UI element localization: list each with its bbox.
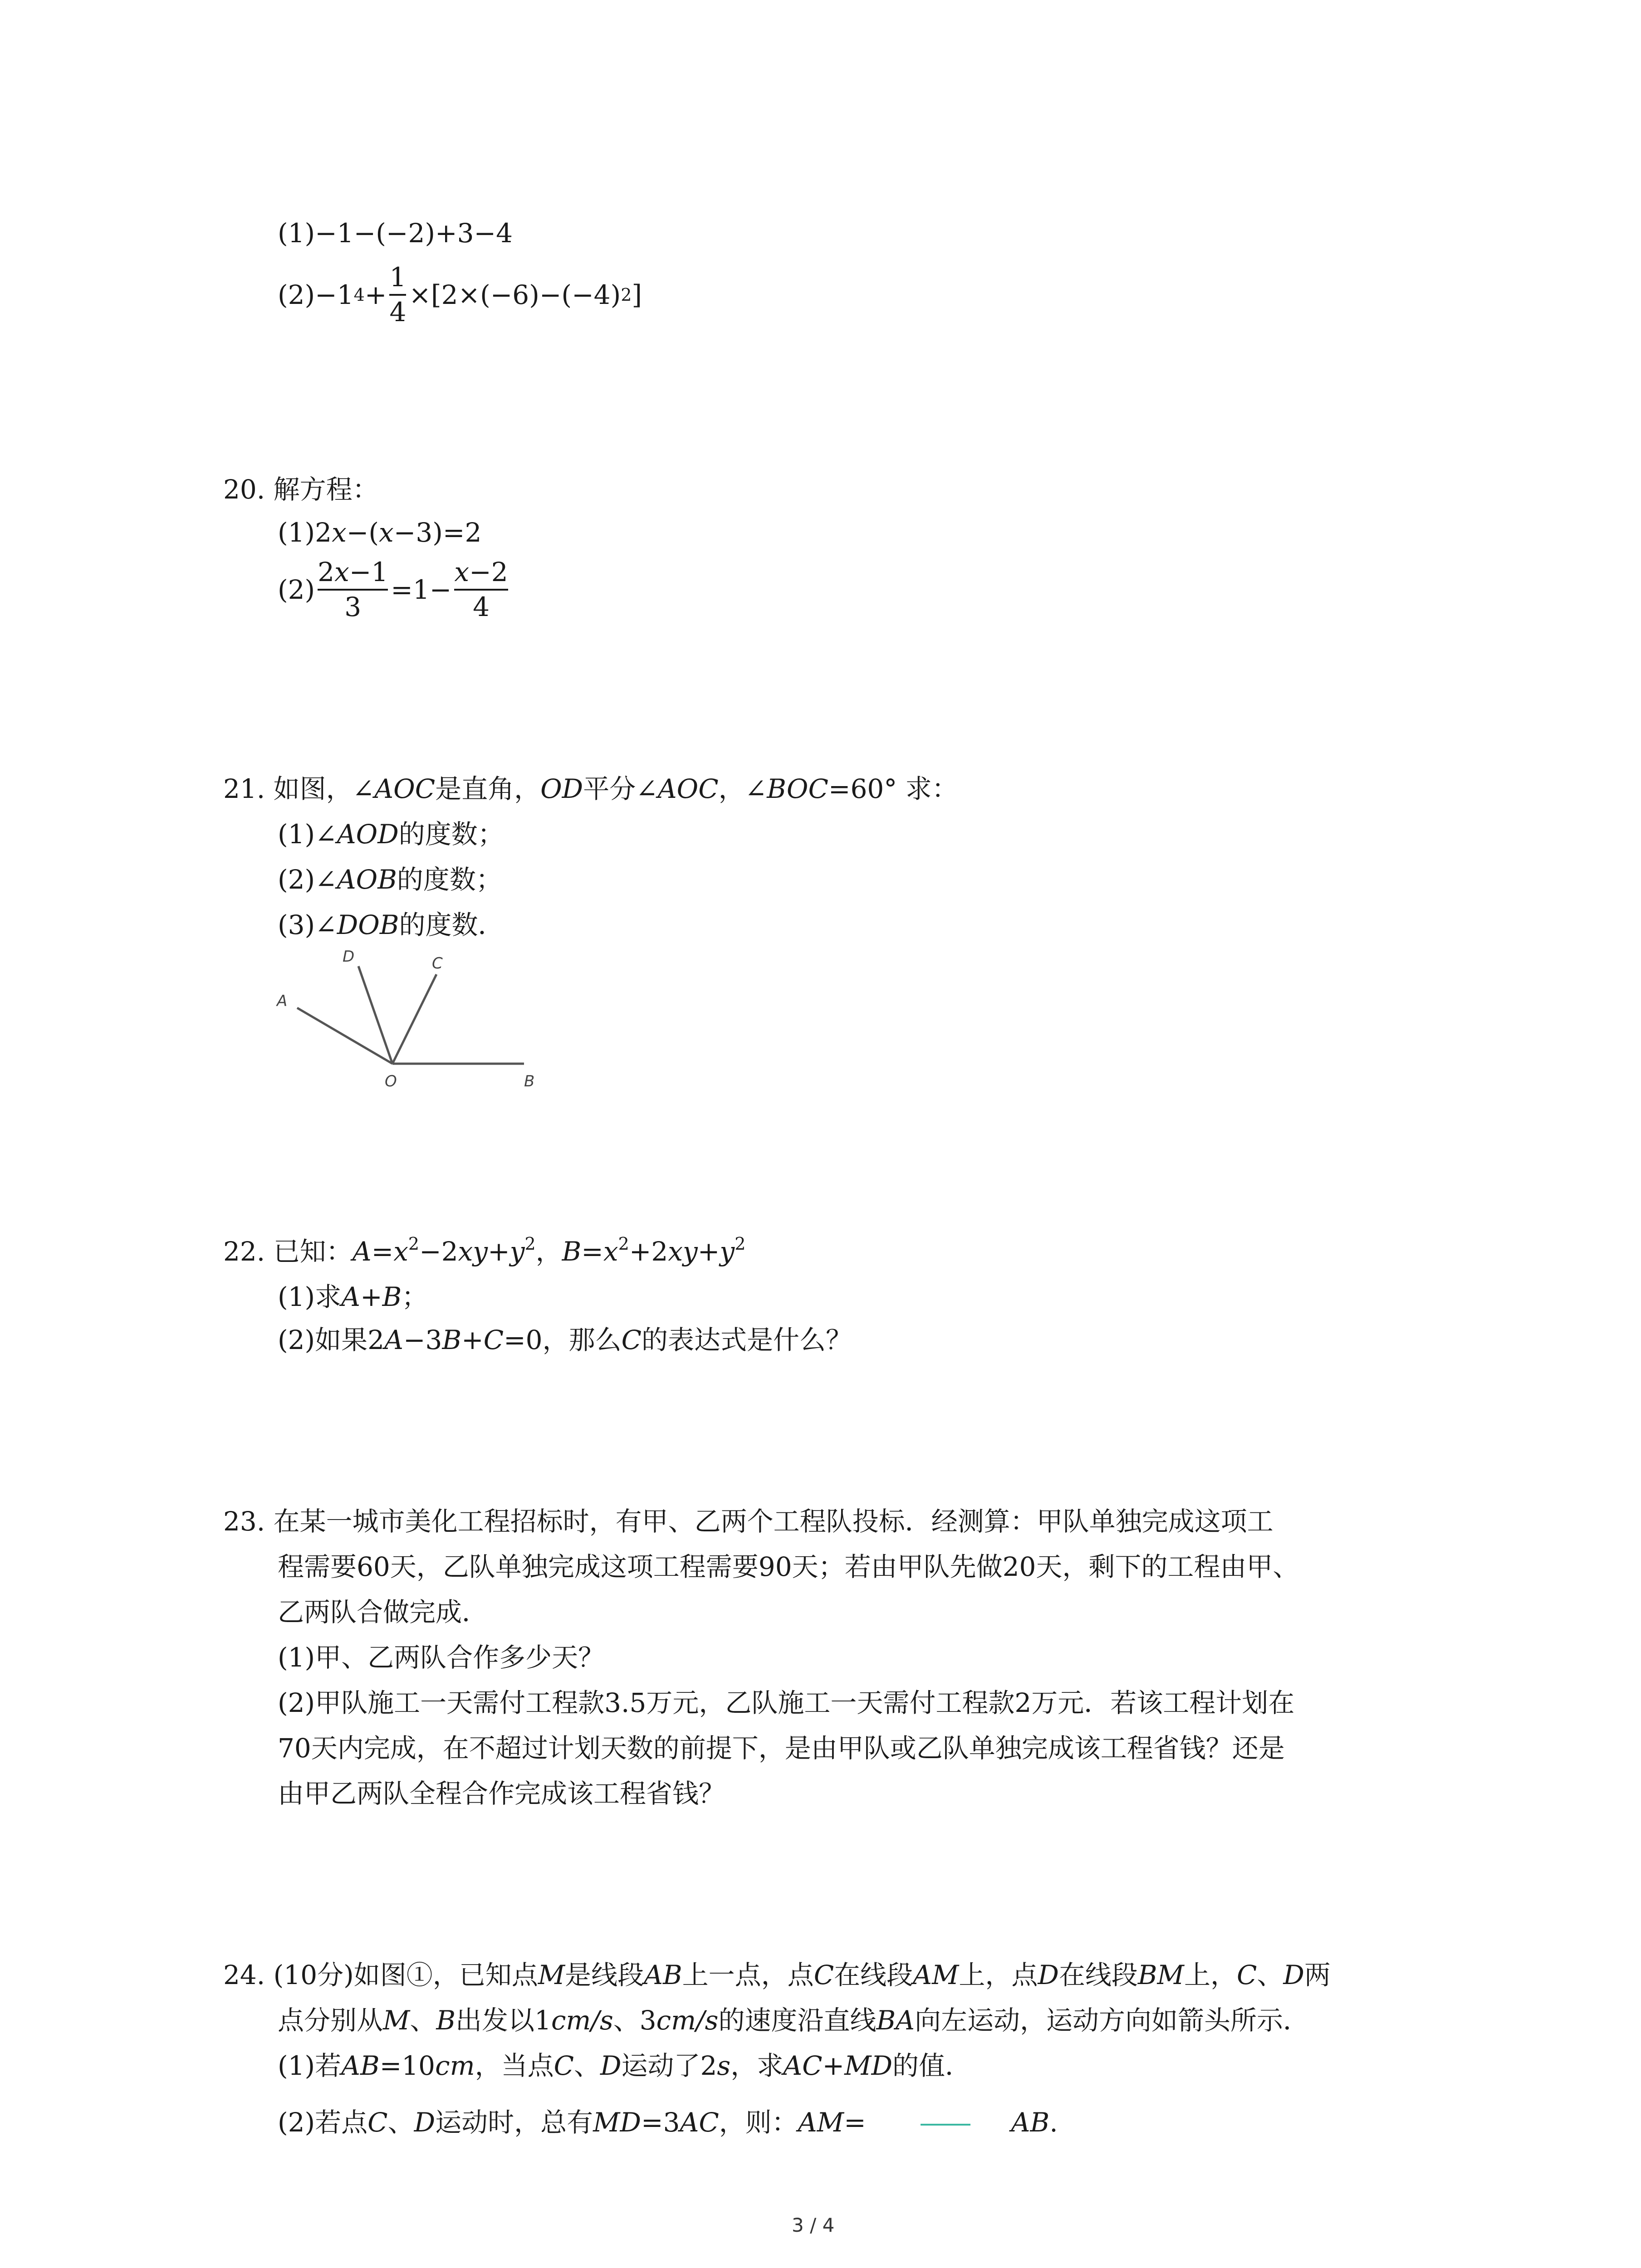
q24-l2-b: 、 bbox=[410, 2005, 436, 2036]
q22-p2-A: A bbox=[384, 1325, 403, 1355]
q22-xy2: xy bbox=[668, 1236, 698, 1267]
q20-f2-den: 4 bbox=[473, 591, 490, 622]
q21-p3-a: (3)∠ bbox=[278, 909, 337, 940]
q23-line-5 bbox=[278, 1687, 1295, 1718]
q22-p2-b: −3 bbox=[403, 1325, 442, 1355]
q23-l1: 23. 在某一城市美化工程招标时，有甲、乙两个工程队投标．经测算：甲队单独完成这项工 bbox=[223, 1506, 1274, 1537]
q24-l2-u2: cm/s bbox=[656, 2005, 719, 2036]
fraction-bar bbox=[318, 589, 388, 591]
q24-line-3 bbox=[278, 2050, 971, 2081]
label-d: D bbox=[343, 948, 355, 966]
q24-l3-D: D bbox=[600, 2050, 622, 2081]
q23-line-1 bbox=[223, 1508, 1274, 1535]
q24-l1-BM: BM bbox=[1137, 1960, 1184, 1990]
q24-l4-a: (2)若点 bbox=[278, 2107, 368, 2138]
q21-t-aoc: AOC bbox=[374, 773, 436, 804]
q22-x2: x bbox=[603, 1236, 618, 1267]
q24-l3-a: (1)若 bbox=[278, 2050, 342, 2081]
q21-p2-v: AOB bbox=[337, 864, 397, 895]
q23-l7: 由甲乙两队全程合作完成该工程省钱？ bbox=[278, 1778, 725, 1809]
q24-l3-cm: cm bbox=[435, 2050, 475, 2081]
q21-t-od: OD bbox=[540, 773, 583, 804]
q24-l3-g: + bbox=[822, 2050, 845, 2081]
q23-l6: 70天内完成，在不超过计划天数的前提下，是由甲队或乙队单独完成该工程省钱？还是 bbox=[278, 1733, 1285, 1764]
q24-l2-B: B bbox=[436, 2005, 456, 2036]
q22-m2: +2 bbox=[629, 1236, 668, 1267]
q19-p2-mid: ×[2×(−6)−(−4) bbox=[409, 279, 621, 310]
q24-l4-AB: AB bbox=[1011, 2107, 1050, 2138]
q19-p2-prefix: (2)−1 bbox=[278, 279, 354, 310]
q20-f1-num bbox=[318, 558, 388, 586]
q22-m1: −2 bbox=[419, 1236, 458, 1267]
q24-l1-e: 上，点 bbox=[959, 1960, 1038, 1990]
q22-e2: 2 bbox=[524, 1234, 536, 1254]
q20-title bbox=[223, 476, 379, 503]
q23-line-6 bbox=[278, 1733, 1285, 1764]
q20-fraction-1 bbox=[318, 558, 388, 621]
q22-p1-a: (1)求 bbox=[278, 1281, 342, 1312]
q22-A: A bbox=[352, 1236, 372, 1267]
q24-l4-AM: AM bbox=[798, 2107, 844, 2138]
q24-l3-AB: AB bbox=[341, 2050, 380, 2081]
q24-l1-M: M bbox=[538, 1960, 565, 1990]
q24-l4-c: 运动时，总有 bbox=[435, 2107, 593, 2138]
page-number bbox=[792, 2216, 834, 2235]
q24-l3-s: s bbox=[717, 2050, 731, 2081]
q19-part1 bbox=[278, 218, 513, 249]
q24-l3-e: 运动了2 bbox=[621, 2050, 717, 2081]
q21-p2-a: (2)∠ bbox=[278, 864, 337, 895]
q24-l4-f: = bbox=[844, 2107, 866, 2138]
q21-title bbox=[223, 773, 958, 804]
q22-p1-end: ； bbox=[402, 1281, 428, 1312]
label-c: C bbox=[432, 954, 443, 973]
q21-p3-v: DOB bbox=[337, 909, 399, 940]
q24-l3-h: 的值． bbox=[892, 2050, 971, 2081]
q24-line-4 bbox=[278, 2109, 1058, 2136]
ray-oc bbox=[392, 974, 436, 1064]
ray-od bbox=[358, 966, 392, 1064]
q20-f1-num-b: −1 bbox=[349, 557, 388, 588]
q24-l1-f: 在线段 bbox=[1058, 1960, 1138, 1990]
q21-p1-v: AOD bbox=[337, 819, 399, 850]
q20-p2-prefix: (2) bbox=[278, 574, 315, 605]
q22-e3: 2 bbox=[618, 1234, 629, 1254]
q20-fraction-2 bbox=[454, 558, 508, 621]
q20-f2-num-x: x bbox=[454, 557, 470, 588]
q24-l3-MD: MD bbox=[844, 2050, 892, 2081]
q21-t-boc: BOC bbox=[767, 773, 828, 804]
q24-l1-AM: AM bbox=[913, 1960, 959, 1990]
q22-part1 bbox=[278, 1281, 428, 1312]
q19-frac-den: 4 bbox=[389, 297, 407, 327]
q22-B: B bbox=[562, 1236, 582, 1267]
q22-eq1: = bbox=[371, 1236, 394, 1267]
q24-l1-D2: D bbox=[1283, 1960, 1304, 1990]
q24-l2-c: 出发以1 bbox=[456, 2005, 551, 2036]
q22-y1: y bbox=[509, 1236, 525, 1267]
q21-part1 bbox=[278, 819, 504, 850]
q23-line-4 bbox=[278, 1644, 604, 1671]
q24-l1-a: 24. (10分)如图①，已知点 bbox=[223, 1960, 538, 1990]
q24-l3-f: ，求 bbox=[730, 2050, 784, 2081]
q24-l3-d: 、 bbox=[573, 2050, 600, 2081]
q22-p1: + bbox=[488, 1236, 510, 1267]
q23-l4: (1)甲、乙两队合作多少天？ bbox=[278, 1642, 605, 1673]
ray-oa bbox=[297, 1008, 392, 1064]
q19-p2-end: ] bbox=[632, 279, 642, 310]
q21-p1-b: 的度数； bbox=[398, 819, 504, 850]
q22-p1-A: A bbox=[341, 1281, 361, 1312]
q24-line-2 bbox=[278, 2005, 1309, 2036]
q22-p2-c: + bbox=[461, 1325, 484, 1355]
q22-p2-C: C bbox=[483, 1325, 504, 1355]
q20-mid: =1− bbox=[391, 574, 452, 605]
label-a: A bbox=[277, 992, 288, 1010]
q24-l1-b: 是线段 bbox=[565, 1960, 644, 1990]
q24-l3-c: ，当点 bbox=[475, 2050, 554, 2081]
q22-p2-e: 的表达式是什么？ bbox=[641, 1325, 852, 1355]
q24-l2-d: 、3 bbox=[613, 2005, 656, 2036]
q24-l1-AB: AB bbox=[644, 1960, 682, 1990]
q22-e1: 2 bbox=[408, 1234, 420, 1254]
q23-line-2 bbox=[278, 1551, 1299, 1582]
label-b: B bbox=[524, 1072, 535, 1090]
q24-l2-f: 向左运动，运动方向如箭头所示． bbox=[914, 2005, 1309, 2036]
q24-l2-M: M bbox=[383, 2005, 410, 2036]
q24-l4-e: ，则： bbox=[719, 2107, 798, 2138]
q24-l1-D: D bbox=[1038, 1960, 1059, 1990]
q21-p2-b: 的度数； bbox=[397, 864, 502, 895]
q19-frac-num: 1 bbox=[389, 262, 407, 293]
q21-t-d: ，∠ bbox=[718, 773, 767, 804]
q19-part2: (2)−1 4 + $\frac{1}{4}$ ×[2×(−6)−(−4) 2 ] bbox=[278, 262, 642, 327]
q22-e4: 2 bbox=[735, 1234, 746, 1254]
q21-part3 bbox=[278, 909, 505, 940]
q20-f1-den: 3 bbox=[344, 591, 362, 622]
q24-l3-b: =10 bbox=[379, 2050, 436, 2081]
angle-figure bbox=[272, 943, 590, 1116]
q22-p1-B: B bbox=[382, 1281, 402, 1312]
q20-f1-num-a: 2 bbox=[318, 557, 335, 588]
q22-p1-plus: + bbox=[360, 1281, 382, 1312]
q24-line-1 bbox=[223, 1962, 1331, 1988]
q22-y2: y bbox=[720, 1236, 735, 1267]
q23-line-7 bbox=[278, 1780, 725, 1807]
q24-l4-D: D bbox=[414, 2107, 436, 2138]
fraction-bar bbox=[389, 294, 406, 296]
q24-l4-MD: MD bbox=[593, 2107, 641, 2138]
q24-l2-a: 点分别从 bbox=[278, 2005, 383, 2036]
q23-line-3 bbox=[278, 1597, 489, 1628]
q22-title bbox=[223, 1234, 746, 1267]
q21-p1-a: (1)∠ bbox=[278, 819, 337, 850]
q21-t-e: =60° 求： bbox=[828, 773, 958, 804]
q23-l3: 乙两队合做完成． bbox=[278, 1597, 489, 1628]
q19-p2-plus: + bbox=[364, 279, 387, 310]
q24-l1-C: C bbox=[813, 1960, 834, 1990]
q24-l1-h: 、 bbox=[1257, 1960, 1283, 1990]
q21-part2 bbox=[278, 866, 502, 893]
q22-p2-B: B bbox=[442, 1325, 462, 1355]
q24-l4-d: =3 bbox=[641, 2107, 680, 2138]
answer-blank[interactable] bbox=[921, 2124, 970, 2126]
q24-l3-C: C bbox=[554, 2050, 574, 2081]
q21-t-c: 平分∠ bbox=[583, 773, 658, 804]
q20-p1-x1: x bbox=[332, 517, 347, 548]
q22-p2-C2: C bbox=[621, 1325, 642, 1355]
q24-l1-i: 两 bbox=[1304, 1960, 1331, 1990]
q22-t-a: 22. 已知： bbox=[223, 1236, 353, 1267]
q20-part1 bbox=[278, 519, 481, 546]
q22-p2-d: =0，那么 bbox=[504, 1325, 622, 1355]
q24-l2-e: 的速度沿直线 bbox=[718, 2005, 877, 2036]
q21-t-b: 是直角， bbox=[435, 773, 541, 804]
q24-l1-g: 上， bbox=[1184, 1960, 1237, 1990]
q22-p2-a: (2)如果2 bbox=[278, 1325, 385, 1355]
q20-f2-num bbox=[454, 558, 508, 586]
fraction-bar bbox=[454, 589, 508, 591]
q22-sep: ， bbox=[535, 1236, 562, 1267]
q24-l4-AC: AC bbox=[680, 2107, 719, 2138]
q20-p1-c: −3)=2 bbox=[393, 517, 482, 548]
q22-part2 bbox=[278, 1327, 852, 1353]
q24-l4-g: . bbox=[1049, 2107, 1058, 2138]
q20-f2-num-b: −2 bbox=[469, 557, 508, 588]
q20-p1-x2: x bbox=[379, 517, 394, 548]
q22-x1: x bbox=[393, 1236, 408, 1267]
q20-p1-a: (1)2 bbox=[278, 517, 332, 548]
q21-p3-b: 的度数． bbox=[399, 909, 505, 940]
q24-l2-u1: cm/s bbox=[551, 2005, 613, 2036]
q24-l1-c: 上一点，点 bbox=[682, 1960, 814, 1990]
q19-fraction bbox=[389, 264, 406, 326]
label-o: O bbox=[385, 1072, 397, 1090]
q24-l2-BA: BA bbox=[876, 2005, 915, 2036]
q19-part1-text: (1)−1−(−2)+3−4 bbox=[278, 218, 513, 249]
page-number-text: 3 / 4 bbox=[792, 2214, 835, 2236]
q22-eq2: = bbox=[581, 1236, 603, 1267]
q20-part2 bbox=[278, 551, 511, 628]
q20-title-text: 20. 解方程： bbox=[223, 474, 379, 505]
q24-l4-C: C bbox=[367, 2107, 388, 2138]
q21-t-a: 21. 如图，∠ bbox=[223, 773, 375, 804]
q24-l4-b: 、 bbox=[387, 2107, 414, 2138]
q24-l1-d: 在线段 bbox=[834, 1960, 913, 1990]
q21-t-aoc2: AOC bbox=[657, 773, 719, 804]
q20-f1-num-x: x bbox=[334, 557, 349, 588]
q20-p1-b: −( bbox=[346, 517, 379, 548]
q24-l3-AC: AC bbox=[783, 2050, 823, 2081]
q23-l2: 程需要60天，乙队单独完成这项工程需要90天；若由甲队先做20天，剩下的工程由甲、 bbox=[278, 1551, 1299, 1582]
q24-l1-C2: C bbox=[1236, 1960, 1257, 1990]
q22-xy1: xy bbox=[458, 1236, 488, 1267]
q22-p2: + bbox=[697, 1236, 720, 1267]
q23-l5: (2)甲队施工一天需付工程款3.5万元，乙队施工一天需付工程款2万元．若该工程计划在 bbox=[278, 1687, 1295, 1718]
